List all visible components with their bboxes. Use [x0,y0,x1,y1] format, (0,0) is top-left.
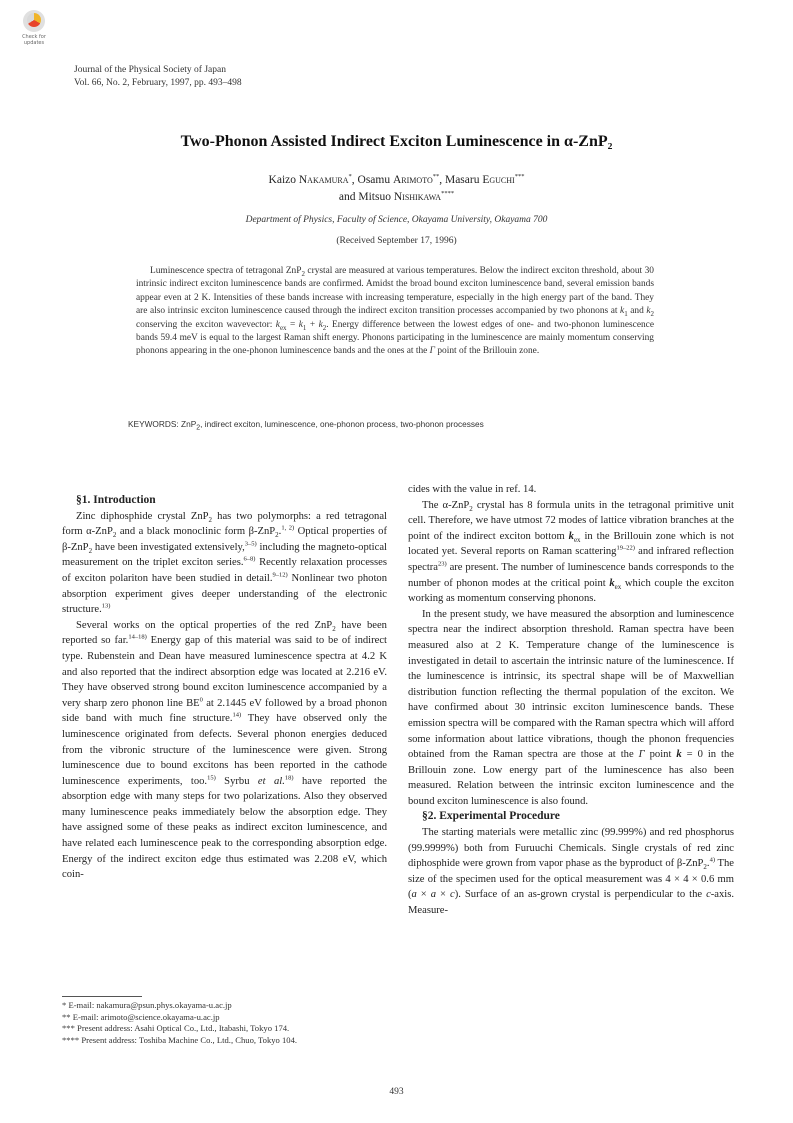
footnotes [62,1000,387,1046]
journal-name: Journal of the Physical Society of Japan [74,65,226,75]
author-name: Nishikawa [393,191,442,203]
received-date: (Received September 17, 1996) [336,236,457,246]
check-for-updates-icon [23,10,45,32]
footnote: * E-mail: nakamura@psun.phys.okayama-u.ac.jp [62,1000,232,1010]
footnote: *** Present address: Asahi Optical Co., Ltd., Itabashi, Tokyo 174. [62,1023,290,1034]
author-name: Eguchi [482,174,515,186]
author-name: Arimoto [393,174,433,186]
paper-title: Two-Phonon Assisted Indirect Exciton Luminescence in α-ZnP₂ [180,133,613,150]
right-column [408,482,734,919]
paragraph: In the present study, we have measured the absorption and luminescence spectra near the indirect absorption threshold. Raman spectra have been measured also at 2 K. Temperature change of the luminescence is investigated in detail to ascertain the intrinsic nature of the luminescence. If the luminescence is intrinsic, its spectral shape will be of Maxwellian distribution function reflecting the thermal population of the exciton. We have confirmed about 30 intrinsic exciton luminescence bands. These emission spectra will be compared with the Raman spectra which will afford some information about lattice vibrations, though the phonon frequencies obtained from the Raman spectra are those at the Γ point k = 0 in the Brillouin zone. Low energy part of the luminescence has also been measured. Relation between the intrinsic exciton luminescence and the bound exciton luminescence is also found. [408,608,734,807]
paragraph: The starting materials were metallic zinc (99.999%) and red phosphorus (99.9999%) both from Furuuchi Chemicals. Single crystals of red zinc diphosphide were grown from vapor phase as the byproduct of β-ZnP$_2$.$^{4)}$ The size of the specimen used for the optical measurement was 4 × 4 × 0.6 mm (a × a × c). Surface of an as-grown crystal is perpendicular to the c-axis. Measure- [408,827,735,917]
badge-label: Check for updates [22,34,46,46]
abstract: Luminescence spectra of tetragonal ZnP$_2$ crystal are measured at various temperatures. Below the indirect exciton threshold, about 30 intrinsic indirect exciton luminescence bands are confirmed. Amidst the broad bound exciton luminescence band, several emission bands appear even at 2 K. Intensities of these bands increase with increasing temperature, especially in the high energy part of the band. They are also intrinsic exciton luminescence caused through the indirect exciton transition processes accompanied by two phonons at $k_1$ and $k_2$ conserving the exciton wavevector: $k_{ex} = k_1 + k_2$. Energy difference between the lowest edges of one- and two-phonon luminescence bands 59.4 meV is equal to the largest Raman shift energy. Phonons participating in the luminescence are mainly momentum conserving phonons appearing in the one-phonon luminescence bands and the ones at the Γ point of the Brillouin zone. [136,266,654,357]
check-for-updates-badge[interactable] [14,10,54,52]
footnote-rule [62,996,142,997]
author-name: Nakamura [298,174,349,186]
affiliation: Department of Physics, Faculty of Science, Okayama University, Okayama 700 [245,215,548,225]
paragraph: The α-ZnP$_2$ crystal has 8 formula units in the tetragonal primitive unit cell. Therefore, we have utmost 72 modes of lattice vibration branches at the point of the indirect exciton bottom $k_{ex}$ in the Brillouin zone which is not located yet. Several reports on Raman scattering$^{19-22)}$ and infrared reflection spectra$^{23)}$ are present. The number of luminescence bands corresponds to the number of phonon modes at the critical point $k_{ex}$ which couple the exciton working as momentum conserving phonons. [408,499,734,605]
author-list: Kaizo Nakamura*, Osamu Arimoto**, Masaru Eguchi*** and Mitsuo Nishikawa**** [268,173,525,203]
footnote: **** Present address: Toshiba Machine Co., Ltd., Chuo, Tokyo 104. [62,1034,298,1045]
paragraph: cides with the value in ref. 14. [408,484,537,495]
journal-header [74,64,242,90]
keywords-label: KEYWORDS: [128,419,179,429]
section-heading-introduction: §1. Introduction [76,494,156,506]
journal-volume: Vol. 66, No. 2, February, 1997, pp. 493–498 [74,78,242,88]
paragraph: Several works on the optical properties of the red ZnP$_2$ have been reported so far.$^{14-18)}$ Energy gap of this material was said to be of indirect type. Rubenstein and Dean have measured luminescence spectra at 4.2 K and also reported that the indirect absorption edge was located at 2.216 eV. They have observed strong bound exciton luminescence accompanied by a very sharp zero phonon line $BE^0$ at 2.1445 eV followed by a broad phonon side band with much fine structure.$^{14)}$ They have observed only the luminescence originated from defects. Several phonon energies deduced from the vibronic structure of the luminescence were given. Strong luminescence due to bound excitons has been reported in the cathode luminescence experiments, too.$^{15)}$ Syrbu et al.$^{18)}$ have reported the absorption edge with many steps for two polarizations. Also they observed many luminescence peaks immediately below the absorption edge. They have assigned some of these peaks as indirect exciton luminescence, and have related each luminescence peak to the corresponding absorption edge. Energy of the indirect exciton edge thus estimated was 2.208 eV, which coin- [62,619,388,881]
keywords: KEYWORDS: ZnP$_2$, indirect exciton, luminescence, one-phonon process, two-phonon processes [128,419,484,432]
section-heading-experimental: §2. Experimental Procedure [422,810,560,823]
left-column [62,493,387,883]
paragraph: Zinc diphosphide crystal ZnP$_2$ has two polymorphs: a red tetragonal form α-ZnP$_2$ and a black monoclinic form β-ZnP$_2$.$^{1, 2)}$ Optical properties of β-ZnP$_2$ have been investigated extensively,$^{3-5)}$ including the magneto-optical measurement on the triplet exciton series.$^{6-8)}$ Recently relaxation processes of exciton polariton have been studied in detail.$^{9-12)}$ Nonlinear two photon absorption experiment gives deeper understanding of the electronic structure.$^{13)}$ [62,510,387,616]
page-number: 493 [389,1087,404,1097]
footnote: ** E-mail: arimoto@science.okayama-u.ac.jp [62,1011,220,1022]
